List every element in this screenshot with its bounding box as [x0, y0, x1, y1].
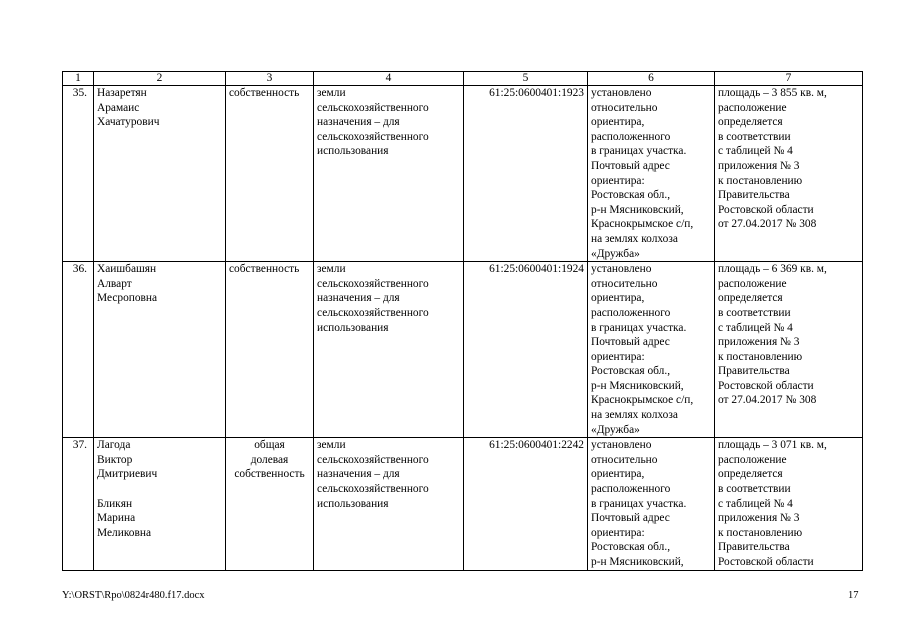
owner-name-line: Хачатурович	[97, 116, 160, 129]
location-line: Почтовый адрес	[591, 512, 670, 525]
cadastral-number: 61:25:0600401:2242	[464, 438, 588, 570]
category-line: назначения – для	[317, 116, 400, 129]
area-line: Ростовской области	[718, 556, 814, 568]
location-line: «Дружба»	[591, 423, 640, 436]
location-line: р-н Мясниковский,	[591, 379, 684, 392]
area-line: Правительства	[718, 541, 790, 554]
category-line: сельскохозяйственного	[317, 453, 429, 466]
cadastral-number: 61:25:0600401:1923	[464, 86, 588, 262]
area-line: приложения № 3	[718, 159, 800, 172]
category-line: назначения – для	[317, 292, 400, 305]
area-line: в соответствии	[718, 306, 791, 319]
area-cell	[715, 262, 863, 438]
right-type-line: собственность	[234, 468, 305, 481]
location-line: ориентира:	[591, 350, 645, 363]
owner-name-cell	[94, 86, 226, 262]
right-type-line: общая	[254, 439, 285, 452]
area-line: Правительства	[718, 189, 790, 202]
location-line: относительно	[591, 277, 658, 290]
land-category-cell	[314, 438, 464, 570]
location-line: Почтовый адрес	[591, 336, 670, 349]
area-cell	[715, 438, 863, 570]
owner-name-spacer	[97, 482, 222, 497]
area-line: определяется	[718, 468, 783, 481]
category-line: сельскохозяйственного	[317, 277, 429, 290]
owner-name-line: Хаишбашян	[97, 263, 157, 276]
location-line: ориентира,	[591, 116, 645, 129]
header-cell: 5	[464, 72, 588, 86]
location-line: расположенного	[591, 483, 671, 496]
right-type-line: долевая	[250, 453, 289, 466]
header-cell: 2	[94, 72, 226, 86]
table-row	[63, 86, 863, 262]
right-type-line: собственность	[229, 263, 300, 276]
area-line: приложения № 3	[718, 512, 800, 525]
location-line: на землях колхоза	[591, 232, 678, 245]
location-line: ориентира:	[591, 174, 645, 187]
category-line: земли	[317, 87, 346, 99]
area-line: площадь – 3 855 кв. м,	[718, 87, 827, 99]
location-line: ориентира,	[591, 292, 645, 305]
right-type-line: собственность	[229, 87, 300, 99]
area-line: определяется	[718, 292, 783, 305]
location-line: в границах участка.	[591, 145, 687, 158]
area-line: расположение	[718, 277, 787, 290]
row-number: 36.	[63, 262, 94, 438]
owner-name-line: Меликовна	[97, 526, 151, 539]
header-row	[63, 72, 863, 86]
cadastral-number: 61:25:0600401:1924	[464, 262, 588, 438]
location-line: установлено	[591, 263, 652, 276]
category-line: назначения – для	[317, 468, 400, 481]
area-line: расположение	[718, 453, 787, 466]
category-line: использования	[317, 497, 389, 510]
right-type-cell	[226, 438, 314, 570]
location-line: на землях колхоза	[591, 409, 678, 422]
area-line: к постановлению	[718, 350, 803, 363]
right-type-cell	[226, 262, 314, 438]
area-line: от 27.04.2017 № 308	[718, 218, 817, 231]
location-line: установлено	[591, 439, 652, 452]
location-line: ориентира:	[591, 526, 645, 539]
location-cell	[588, 86, 715, 262]
header-cell: 7	[715, 72, 863, 86]
area-line: с таблицей № 4	[718, 497, 793, 510]
land-category-cell	[314, 262, 464, 438]
footer-file-path: Y:\ORST\Rpo\0824r480.f17.docx	[62, 590, 205, 601]
location-line: относительно	[591, 453, 658, 466]
header-cell: 6	[588, 72, 715, 86]
category-line: сельскохозяйственного	[317, 306, 429, 319]
owner-name-line: Лагода	[97, 439, 131, 452]
location-line: расположенного	[591, 130, 671, 143]
owner-name-cell	[94, 262, 226, 438]
area-line: расположение	[718, 101, 787, 114]
owner-name-line: Марина	[97, 512, 136, 525]
location-line: р-н Мясниковский,	[591, 556, 684, 568]
area-line: в соответствии	[718, 130, 791, 143]
row-number: 37.	[63, 438, 94, 570]
location-line: Ростовская обл.,	[591, 365, 671, 378]
location-line: Краснокрымское с/п,	[591, 218, 694, 231]
area-line: от 27.04.2017 № 308	[718, 394, 817, 407]
area-line: с таблицей № 4	[718, 321, 793, 334]
area-line: приложения № 3	[718, 336, 800, 349]
category-line: использования	[317, 145, 389, 158]
area-line: к постановлению	[718, 526, 803, 539]
owner-name-line: Бликян	[97, 497, 133, 510]
category-line: сельскохозяйственного	[317, 101, 429, 114]
location-line: ориентира,	[591, 468, 645, 481]
owner-name-line: Виктор	[97, 453, 133, 466]
location-line: Почтовый адрес	[591, 159, 670, 172]
area-line: Правительства	[718, 365, 790, 378]
location-line: относительно	[591, 101, 658, 114]
header-cell: 3	[226, 72, 314, 86]
location-cell	[588, 262, 715, 438]
area-cell	[715, 86, 863, 262]
location-line: в границах участка.	[591, 321, 687, 334]
location-line: «Дружба»	[591, 247, 640, 260]
category-line: сельскохозяйственного	[317, 130, 429, 143]
area-line: площадь – 3 071 кв. м,	[718, 439, 827, 452]
row-number: 35.	[63, 86, 94, 262]
header-cell: 1	[63, 72, 94, 86]
table-row	[63, 438, 863, 570]
location-line: Ростовская обл.,	[591, 189, 671, 202]
area-line: в соответствии	[718, 483, 791, 496]
category-line: использования	[317, 321, 389, 334]
location-line: Ростовская обл.,	[591, 541, 671, 554]
area-line: к постановлению	[718, 174, 803, 187]
owner-name-cell	[94, 438, 226, 570]
category-line: земли	[317, 439, 346, 452]
owner-name-line: Месроповна	[97, 292, 158, 305]
land-category-cell	[314, 86, 464, 262]
right-type-cell	[226, 86, 314, 262]
owner-name-line: Назаретян	[97, 87, 147, 99]
area-line: Ростовской области	[718, 203, 814, 216]
location-line: расположенного	[591, 306, 671, 319]
owner-name-line: Арамаис	[97, 101, 140, 114]
location-line: р-н Мясниковский,	[591, 203, 684, 216]
area-line: определяется	[718, 116, 783, 129]
category-line: земли	[317, 263, 346, 276]
location-cell	[588, 438, 715, 570]
owner-name-line: Дмитриевич	[97, 468, 158, 481]
header-cell: 4	[314, 72, 464, 86]
table-row	[63, 262, 863, 438]
owner-name-line: Алварт	[97, 277, 132, 290]
land-registry-table	[62, 71, 863, 571]
location-line: в границах участка.	[591, 497, 687, 510]
location-line: Краснокрымское с/п,	[591, 394, 694, 407]
location-line: установлено	[591, 87, 652, 99]
footer-page-number: 17	[848, 590, 859, 601]
category-line: сельскохозяйственного	[317, 483, 429, 496]
area-line: с таблицей № 4	[718, 145, 793, 158]
area-line: Ростовской области	[718, 379, 814, 392]
area-line: площадь – 6 369 кв. м,	[718, 263, 827, 276]
